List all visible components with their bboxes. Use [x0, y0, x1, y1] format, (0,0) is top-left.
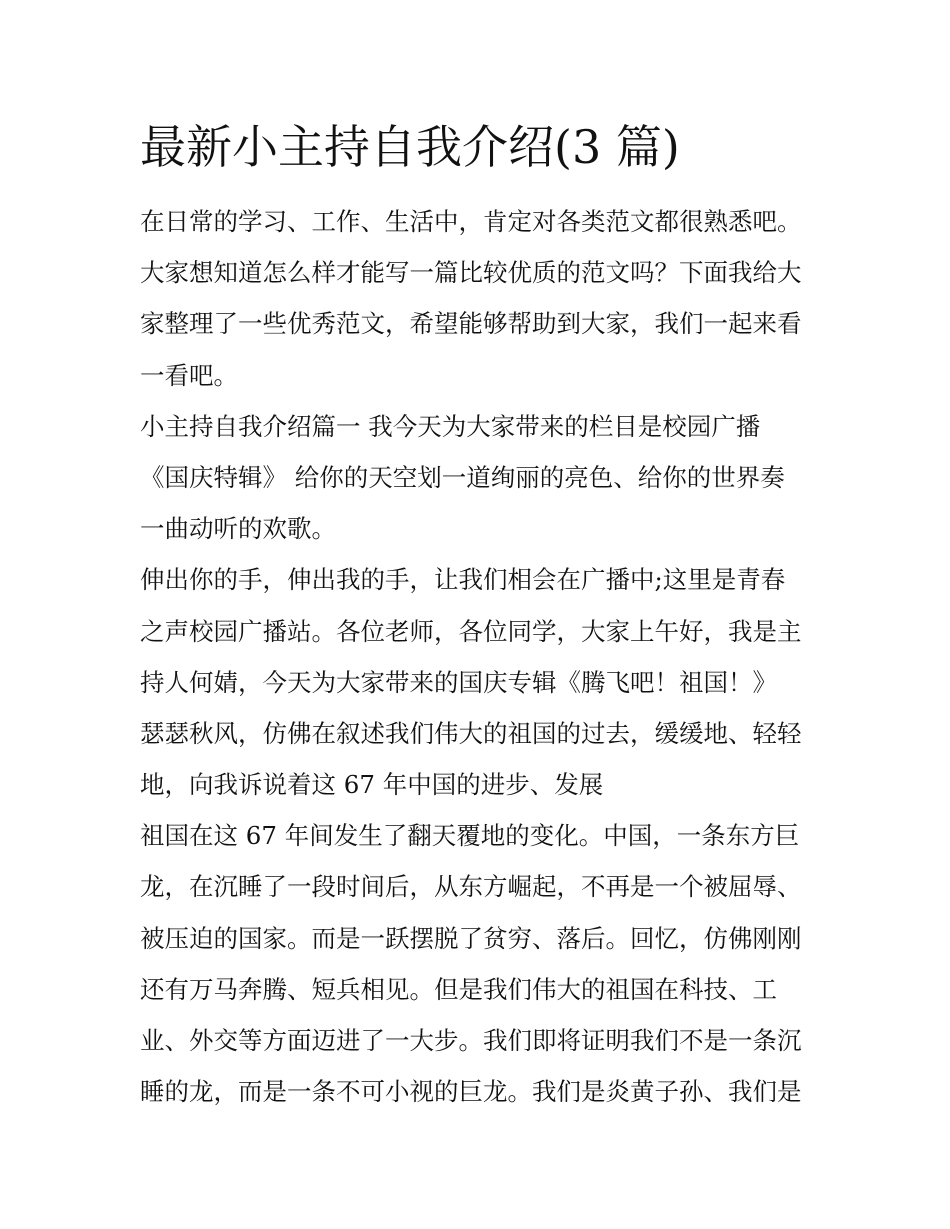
text-line: 之声校园广播站。各位老师，各位同学，大家上午好，我是主 [140, 616, 802, 646]
text-line: 小主持自我介绍篇一 我今天为大家带来的栏目是校园广播 [140, 411, 761, 441]
text-line: 被压迫的国家。而是一跃摆脱了贫穷、落后。回忆，仿佛刚刚 [140, 923, 802, 953]
text-line: 在日常的学习、工作、生活中，肯定对各类范文都很熟悉吧。 [140, 207, 802, 236]
text-line: 地，向我诉说着这 67 年中国的进步、发展 [140, 770, 604, 800]
document-title: 最新小主持自我介绍(3 篇) [140, 120, 680, 174]
text-line: 龙，在沉睡了一段时间后，从东方崛起，不再是一个被屈辱、 [140, 872, 802, 902]
text-line: 大家想知道怎么样才能写一篇比较优质的范文吗？下面我给大 [140, 258, 802, 288]
text-line: 瑟瑟秋风，仿佛在叙述我们伟大的祖国的过去，缓缓地、轻轻 [140, 718, 802, 748]
text-line: 《国庆特辑》 给你的天空划一道绚丽的亮色、给你的世界奏 [140, 462, 785, 492]
text-line: 祖国在这 67 年间发生了翻天覆地的变化。中国，一条东方巨 [140, 821, 800, 851]
text-line: 一曲动听的欢歌。 [140, 514, 336, 544]
text-line: 一看吧。 [140, 360, 238, 390]
text-line: 伸出你的手，伸出我的手，让我们相会在广播中;这里是青春 [140, 565, 786, 595]
text-line: 持人何婧，今天为大家带来的国庆专辑《腾飞吧！祖国！》 [140, 667, 777, 697]
text-line: 睡的龙，而是一条不可小视的巨龙。我们是炎黄子孙、我们是 [140, 1077, 802, 1107]
text-line: 还有万马奔腾、短兵相见。但是我们伟大的祖国在科技、工 [140, 974, 777, 1004]
text-line: 家整理了一些优秀范文，希望能够帮助到大家，我们一起来看 [140, 309, 802, 339]
text-line: 业、外交等方面迈进了一大步。我们即将证明我们不是一条沉 [140, 1026, 802, 1055]
document-body [140, 196, 830, 1117]
